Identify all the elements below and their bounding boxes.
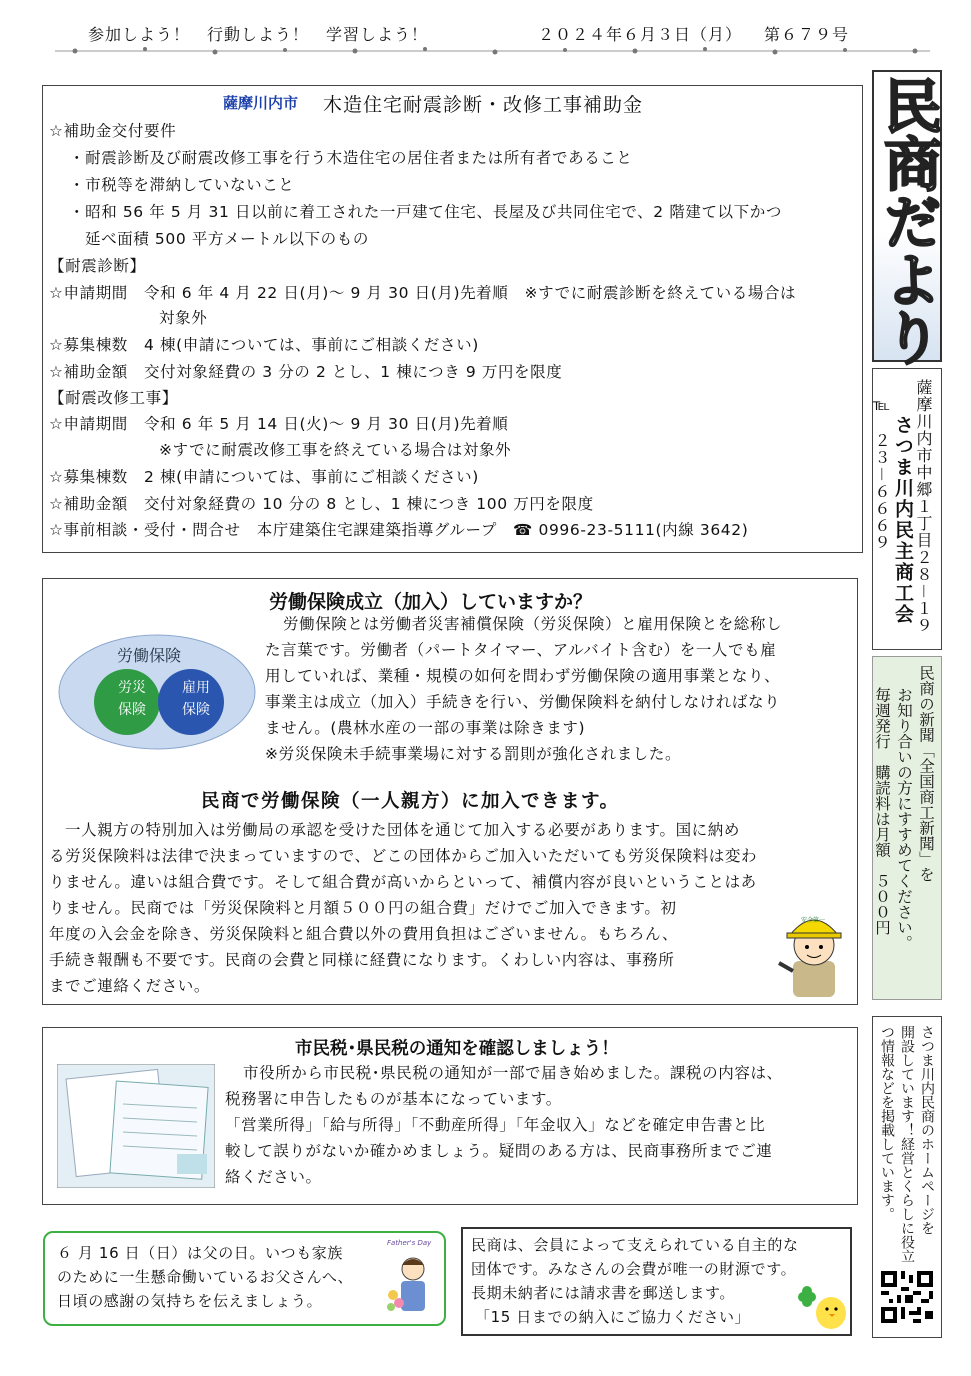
s1-line: 【耐震改修工事】: [49, 389, 178, 407]
s1-line: 延べ面積 500 平方メートル以下のもの: [85, 230, 369, 248]
section2-subtitle: 民商で労働保険（一人親方）に加入できます。: [201, 791, 620, 812]
newspaper-ad-line2: お知り合いの方にすすめてください。: [895, 687, 913, 951]
vine-divider: [55, 44, 930, 58]
diagram-left-label: 労災 保険: [118, 680, 146, 718]
fathers-day-box: [43, 1231, 446, 1326]
fathers-day-line: のために一生懸命働いているお父さんへ、: [57, 1268, 354, 1286]
newspaper-ad-box: [872, 656, 942, 1000]
s1-line: ☆補助金額 交付対象経費の 3 分の 2 とし、1 棟につき 9 万円を限度: [49, 363, 563, 381]
s1-line: 【耐震診断】: [49, 257, 146, 275]
helmet-label: 安全第一: [801, 917, 826, 924]
s1-line: ・昭和 56 年 5 月 31 日以前に着工された一戸建て住宅、長屋及び共同住宅で、2 階建て以下かつ: [69, 203, 782, 221]
masthead: [872, 70, 942, 366]
s1-line: ☆申請期間 令和 6 年 5 月 14 日(火)～ 9 月 30 日(月)先着順: [49, 415, 509, 433]
section3-title: 市民税･県民税の通知を確認しましょう！: [295, 1039, 619, 1059]
header-slogan: 参加しよう！ 行動しよう！ 学習しよう！: [88, 25, 429, 44]
section2-title: 労働保険成立（加入）していますか？: [269, 591, 593, 613]
s3-line: 税務署に申告したものが基本になっています。: [225, 1090, 562, 1108]
diagram-outer-label: 労働保険: [117, 646, 182, 665]
fathers-day-badge: Father's Day: [387, 1239, 432, 1247]
masthead-title: 民商だより: [874, 76, 942, 366]
newspaper-ad-line3: 毎週発行 購読料は月額 ５００円: [873, 687, 891, 935]
s2-para1-line: ません。(農林水産の一部の事業は除きます): [265, 719, 586, 737]
dues-line: 民商は、会員によって支えられている自主的な: [471, 1236, 799, 1254]
tax-notice-photo: [57, 1064, 215, 1188]
section1-city: 薩摩川内市: [223, 94, 299, 112]
s1-line: 対象外: [159, 309, 208, 327]
s2-para1-line: 用していれば、業種・規模の如何を問わず労働保険の適用事業となり、: [265, 667, 781, 685]
s1-line: ・市税等を滞納していないこと: [69, 176, 295, 194]
dues-line: 「15 日までの納入にご協力ください」: [475, 1308, 751, 1326]
s1-line: ・耐震診断及び耐震改修工事を行う木造住宅の居住者または所有者であること: [69, 149, 633, 167]
s2-para1-line: 事業主は成立（加入）手続きを行い、労働保険料を納付しなければなり: [265, 693, 781, 711]
resident-tax-box: [42, 1027, 858, 1205]
homepage-line1: さつま川内民商のホームページを: [919, 1025, 935, 1235]
s2-para1-line: た言葉です。労働者（パートタイマー、アルバイト含む）を一人でも雇: [265, 641, 777, 659]
s2-para2-line: までご連絡ください。: [49, 977, 211, 995]
labor-insurance-box: [42, 578, 858, 1005]
homepage-line2: 開設しています！経営とくらしに役立: [899, 1025, 915, 1263]
s1-line: ☆事前相談・受付・問合せ 本庁建築住宅課建築指導グループ ☎ 0996-23-5111(内線 3642): [49, 521, 749, 539]
s2-para2-line: 手続き報酬も不要です。民商の会費と同様に経費になります。くわしい内容は、事務所: [49, 951, 675, 969]
fathers-day-line: ６ 月 16 日（日）は父の日。いつも家族: [57, 1244, 343, 1262]
s2-para1-line: ※労災保険未手続事業場に対する罰則が強化されました。: [265, 745, 682, 763]
org-tel: ℡ ２３－６６６９: [872, 395, 891, 552]
s2-para2-line: る労災保険料は法律で決まっていますので、どこの団体からご加入いただいても労災保険料は変わ: [49, 847, 758, 865]
homepage-line3: つ情報などを掲載しています。: [879, 1025, 895, 1221]
s1-line: ☆補助金交付要件: [49, 122, 177, 140]
s3-line: 「営業所得」「給与所得」「不動産所得」「年金収入」などを確定申告書と比: [225, 1116, 766, 1134]
homepage-box: [872, 1016, 942, 1338]
header-date: ２０２４年６月３日（月）: [538, 25, 743, 44]
s1-line: ※すでに耐震改修工事を終えている場合は対象外: [159, 441, 512, 459]
dues-box: [461, 1227, 852, 1336]
org-address: 薩摩川内市中郷１丁目２８－１９: [914, 379, 933, 635]
s1-line: ☆募集棟数 2 棟(申請については、事前にご相談ください): [49, 468, 479, 486]
dues-line: 団体です。みなさんの会費が唯一の財源です。: [471, 1260, 797, 1278]
org-name: さつま川内民主商工会: [892, 415, 914, 625]
s2-para2-line: 一人親方の特別加入は労働局の承認を受けた団体を通じて加入する必要があります。国に納め: [65, 821, 740, 839]
newspaper-ad-line1: 民商の新聞「全国商工新聞」を: [917, 665, 935, 882]
qr-code-icon[interactable]: [881, 1271, 933, 1323]
section1-title: 木造住宅耐震診断・改修工事補助金: [323, 94, 644, 116]
dues-line: 長期未納者には請求書を郵送します。: [471, 1284, 736, 1302]
header-issue: 第６７９号: [764, 25, 850, 44]
org-info-box: [872, 368, 942, 650]
s3-line: 絡ください。: [225, 1168, 322, 1186]
father-bouquet-icon: [383, 1251, 439, 1319]
s3-line: 較して誤りがないか確かめましょう。疑問のある方は、民商事務所までご連: [225, 1142, 773, 1160]
fathers-day-line: 日頃の感謝の気持ちを伝えましょう。: [57, 1292, 323, 1310]
diagram-right-label: 雇用 保険: [182, 680, 210, 718]
s2-para2-line: 年度の入会金を除き、労災保険料と組合費以外の費用負担はございません。もちろん、: [49, 925, 679, 943]
chick-clover-icon: [793, 1283, 849, 1331]
earthquake-subsidy-box: [42, 85, 863, 553]
s2-para1-line: 労働保険とは労働者災害補償保険（労災保険）と雇用保険とを総称し: [283, 615, 783, 633]
s1-line: ☆補助金額 交付対象経費の 10 分の 8 とし、1 棟につき 100 万円を限度: [49, 495, 594, 513]
s1-line: ☆募集棟数 4 棟(申請については、事前にご相談ください): [49, 336, 479, 354]
s1-line: ☆申請期間 令和 6 年 4 月 22 日(月)～ 9 月 30 日(月)先着順 ※すでに耐震診断を終えている場合は: [49, 284, 797, 302]
s2-para2-line: りません。違いは組合費です。そして組合費が高いからといって、補償内容が良いということはあ: [49, 873, 757, 891]
s2-para2-line: りません。民商では「労災保険料と月額５００円の組合費」だけでご加入できます。初: [49, 899, 677, 917]
s3-line: 市役所から市民税･県民税の通知が一部で届き始めました。課税の内容は、: [243, 1064, 783, 1082]
